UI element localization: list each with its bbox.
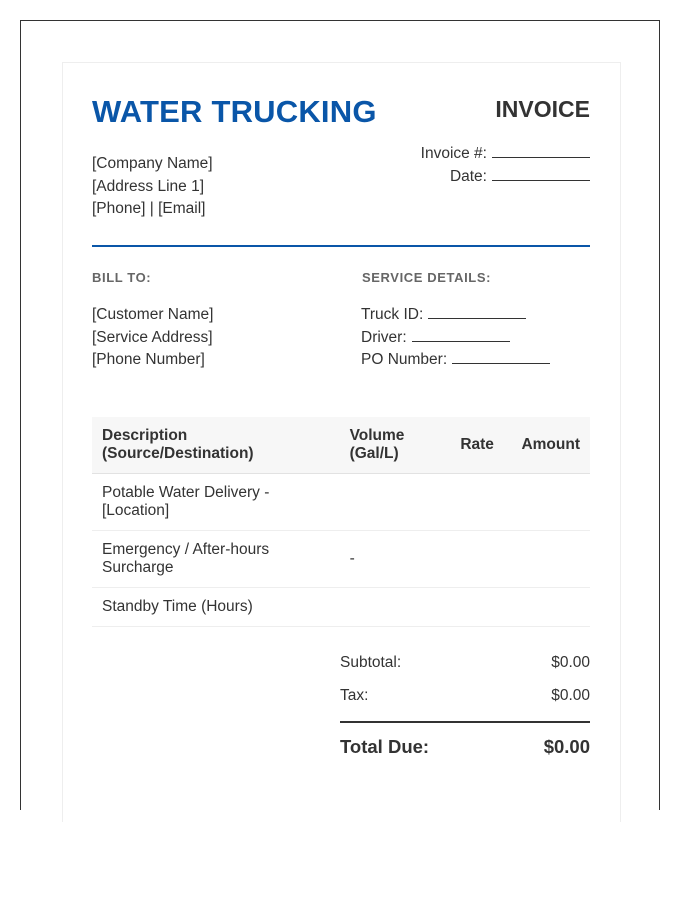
company-title: WATER TRUCKING xyxy=(92,94,377,129)
subtotal-row xyxy=(340,654,590,672)
document-title: INVOICE xyxy=(495,96,590,122)
driver-label: Driver: xyxy=(361,328,407,346)
item-amount[interactable] xyxy=(504,531,590,588)
subtotal-value: $0.00 xyxy=(551,654,590,671)
driver-row xyxy=(361,327,550,350)
description-column-header: Description (Source/Destination) xyxy=(92,417,340,474)
service-address: [Service Address] xyxy=(92,328,213,346)
table-row xyxy=(92,531,590,588)
amount-column-header: Amount xyxy=(504,417,590,474)
total-due-label: Total Due: xyxy=(340,736,430,757)
truck-id-label: Truck ID: xyxy=(361,306,424,323)
po-number-row xyxy=(361,349,550,372)
subtotal-label: Subtotal: xyxy=(340,654,402,671)
invoice-number-field[interactable] xyxy=(492,144,590,158)
item-rate[interactable] xyxy=(445,474,504,531)
po-number-label: PO Number: xyxy=(361,351,448,368)
tax-label: Tax: xyxy=(340,687,369,704)
item-description: Emergency / After-hours Surcharge xyxy=(92,531,340,588)
company-address: [Address Line 1] xyxy=(92,177,205,195)
table-row xyxy=(92,588,590,627)
tax-row xyxy=(340,687,590,705)
item-volume[interactable] xyxy=(340,474,445,531)
header-divider xyxy=(92,245,590,247)
item-volume[interactable]: - xyxy=(340,531,445,588)
item-rate[interactable] xyxy=(445,588,504,627)
item-description: Potable Water Delivery - [Location] xyxy=(92,474,340,531)
company-name: [Company Name] xyxy=(92,155,213,172)
totals-divider xyxy=(340,721,590,723)
item-volume[interactable] xyxy=(340,588,445,627)
po-number-field[interactable] xyxy=(452,350,550,364)
invoice-number-row xyxy=(380,143,590,166)
service-details-info xyxy=(361,304,550,372)
invoice-meta xyxy=(380,143,590,188)
customer-name: [Customer Name] xyxy=(92,306,214,323)
company-contact: [Phone] | [Email] xyxy=(92,200,206,217)
tax-value: $0.00 xyxy=(551,687,590,704)
table-header-row xyxy=(92,417,590,474)
customer-phone: [Phone Number] xyxy=(92,351,205,368)
item-rate[interactable] xyxy=(445,531,504,588)
driver-field[interactable] xyxy=(412,328,510,342)
truck-id-field[interactable] xyxy=(428,305,526,319)
item-amount[interactable] xyxy=(504,588,590,627)
item-description: Standby Time (Hours) xyxy=(92,588,340,627)
bill-to-info xyxy=(92,304,213,372)
date-row xyxy=(380,166,590,189)
item-amount[interactable] xyxy=(504,474,590,531)
total-due-row xyxy=(340,736,590,758)
date-label: Date: xyxy=(449,167,487,185)
rate-column-header: Rate xyxy=(445,417,504,474)
line-items-table xyxy=(92,417,590,627)
company-info xyxy=(92,153,213,221)
volume-column-header: Volume (Gal/L) xyxy=(340,417,445,474)
bill-to-label: BILL TO: xyxy=(92,270,152,285)
table-row xyxy=(92,474,590,531)
date-field[interactable] xyxy=(492,167,590,181)
total-due-value: $0.00 xyxy=(543,736,590,757)
truck-id-row xyxy=(361,304,550,327)
service-details-label: SERVICE DETAILS: xyxy=(362,270,492,285)
invoice-number-label: Invoice #: xyxy=(420,145,487,162)
